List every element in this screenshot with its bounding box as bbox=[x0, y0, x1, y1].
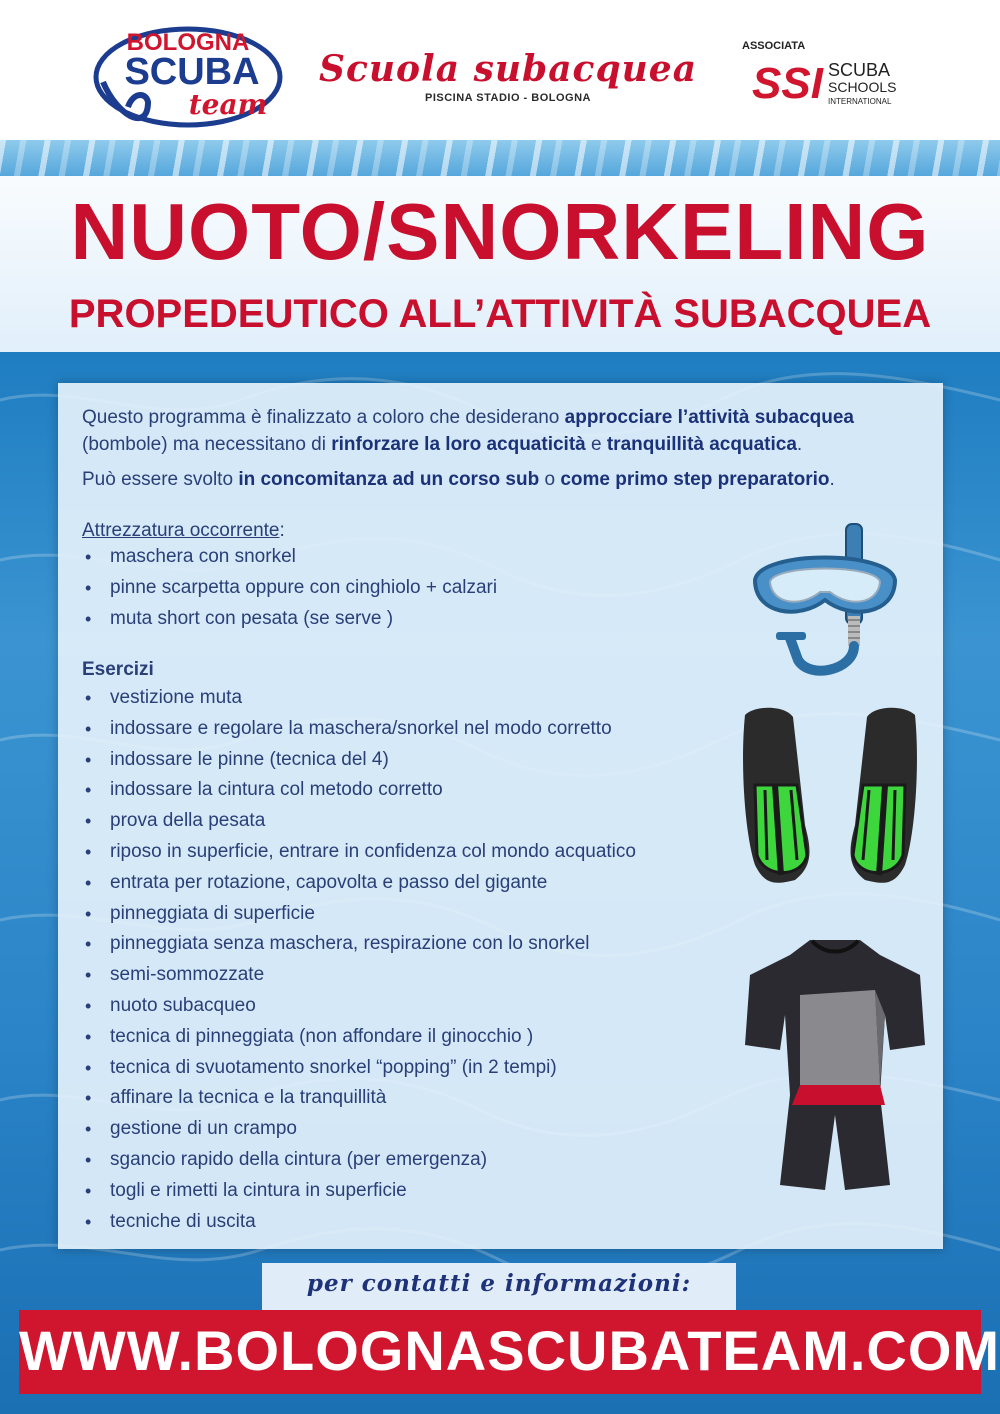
list-item: • tecnica di pinneggiata (non affondare il ginocchio ) bbox=[82, 1022, 636, 1053]
svg-text:BOLOGNA: BOLOGNA bbox=[126, 29, 250, 56]
list-item: • affinare la tecnica e la tranquillità bbox=[82, 1083, 636, 1114]
list-item: • tecniche di uscita bbox=[82, 1207, 636, 1238]
main-subtitle: PROPEDEUTICO ALL’ATTIVITÀ SUBACQUEA bbox=[68, 292, 932, 336]
list-item: • pinne scarpetta oppure con cinghiolo + calzari bbox=[82, 573, 497, 604]
list-item: • maschera con snorkel bbox=[82, 542, 497, 573]
main-title: NUOTO/SNORKELING bbox=[70, 187, 930, 276]
associated-label: ASSOCIATA bbox=[742, 40, 806, 52]
svg-text:SCUBA: SCUBA bbox=[124, 51, 260, 93]
fins-image bbox=[735, 705, 925, 890]
list-item: • vestizione muta bbox=[82, 683, 636, 714]
mask-snorkel-image bbox=[750, 520, 900, 680]
school-subtitle: PISCINA STADIO - BOLOGNA bbox=[425, 92, 591, 104]
list-item: • riposo in superficie, entrare in confidenza col mondo acquatico bbox=[82, 837, 636, 868]
list-item: • semi-sommozzate bbox=[82, 960, 636, 991]
list-item: • togli e rimetti la cintura in superficie bbox=[82, 1176, 636, 1207]
list-item: • pinneggiata di superficie bbox=[82, 899, 636, 930]
list-item: • sgancio rapido della cintura (per emergenza) bbox=[82, 1145, 636, 1176]
svg-text:INTERNATIONAL: INTERNATIONAL bbox=[828, 97, 892, 106]
equipment-title: Attrezzatura occorrente: bbox=[82, 520, 285, 541]
header bbox=[0, 0, 1000, 140]
water-surface-strip bbox=[0, 140, 1000, 176]
svg-text:team: team bbox=[188, 88, 268, 121]
equipment-list bbox=[82, 542, 497, 634]
list-item: • nuoto subacqueo bbox=[82, 991, 636, 1022]
list-item: • pinneggiata senza maschera, respirazione con lo snorkel bbox=[82, 929, 636, 960]
list-item: • indossare le pinne (tecnica del 4) bbox=[82, 745, 636, 776]
list-item: • muta short con pesata (se serve ) bbox=[82, 604, 497, 635]
svg-text:SCHOOLS: SCHOOLS bbox=[828, 79, 897, 95]
list-item: • indossare la cintura col metodo corretto bbox=[82, 775, 636, 806]
exercises-list bbox=[82, 683, 636, 1237]
svg-text:SSI: SSI bbox=[752, 59, 823, 108]
bologna-scuba-team-logo bbox=[88, 22, 288, 134]
list-item: • prova della pesata bbox=[82, 806, 636, 837]
list-item: • gestione di un crampo bbox=[82, 1114, 636, 1145]
wetsuit-image bbox=[740, 935, 930, 1195]
exercises-title: Esercizi bbox=[82, 659, 154, 680]
list-item: • entrata per rotazione, capovolta e passo del gigante bbox=[82, 868, 636, 899]
list-item: • tecnica di svuotamento snorkel “popping” (in 2 tempi) bbox=[82, 1053, 636, 1084]
intro-paragraph: Questo programma è finalizzato a coloro che desiderano approcciare l’attività subacquea (bombole) ma necessitano di rinforzare la loro acquaticità e tranquillità acquatica. bbox=[82, 407, 854, 455]
ssi-logo bbox=[752, 58, 932, 108]
website-url[interactable]: WWW.BOLOGNASCUBATEAM.COM bbox=[19, 1319, 1000, 1382]
svg-text:SCUBA: SCUBA bbox=[828, 60, 891, 80]
intro-paragraph-2: Può essere svolto in concomitanza ad un corso sub o come primo step preparatorio. bbox=[82, 469, 835, 490]
list-item: • indossare e regolare la maschera/snorkel nel modo corretto bbox=[82, 714, 636, 745]
school-title: Scuola subacquea bbox=[318, 48, 698, 90]
contact-text: per contatti e informazioni: bbox=[306, 1270, 692, 1297]
